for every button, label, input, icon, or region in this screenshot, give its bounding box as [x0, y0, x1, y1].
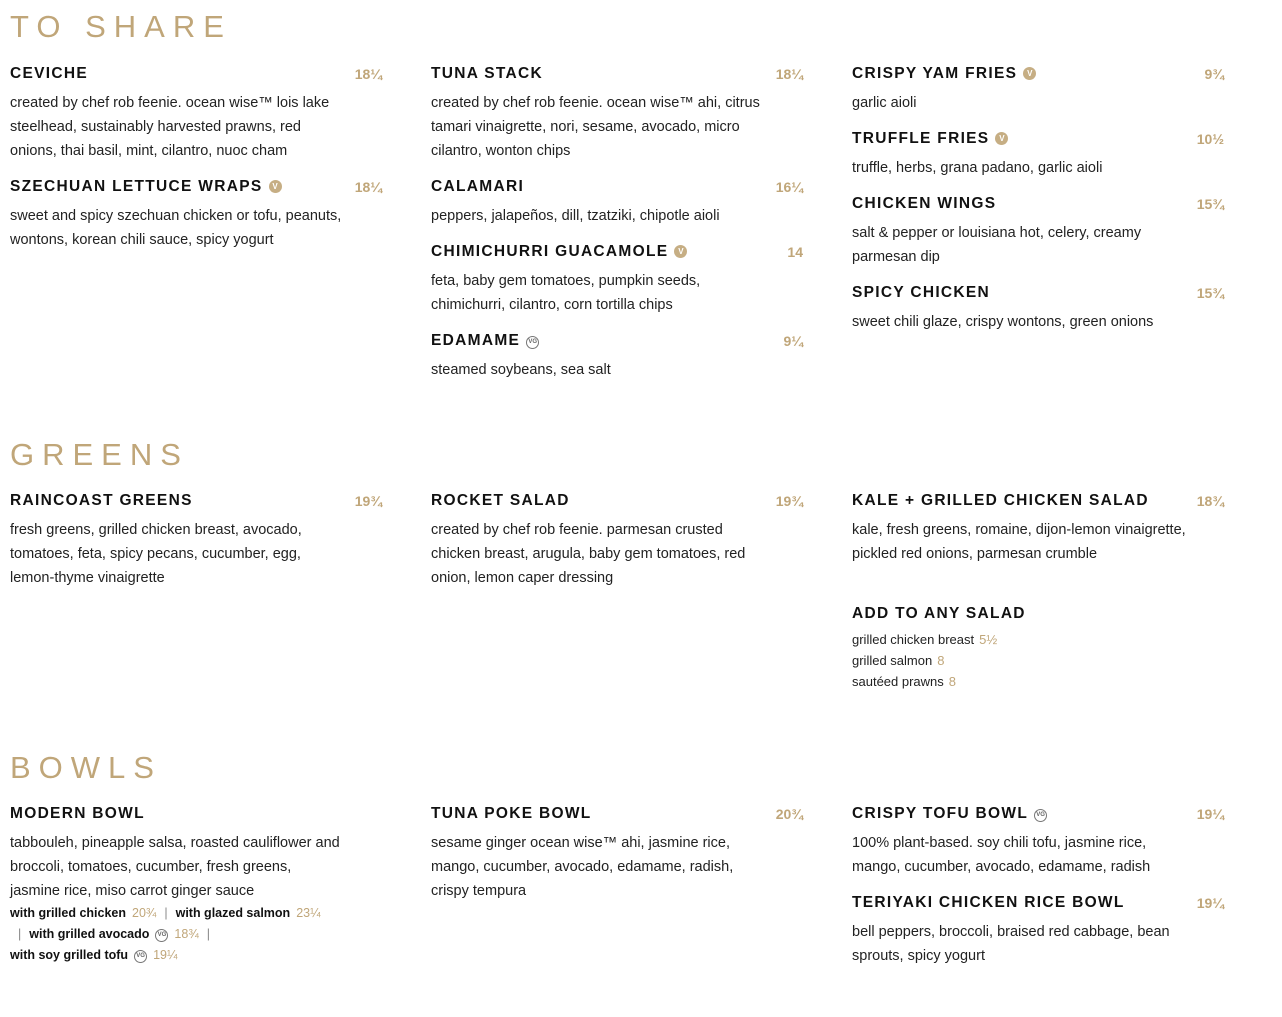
item-price: 15¾ [1196, 196, 1224, 212]
item-name: TUNA STACK [431, 65, 544, 82]
item-name: EDAMAME [431, 332, 521, 349]
menu-item [852, 284, 1224, 334]
section-title: TO SHARE [10, 9, 232, 44]
addon-list [852, 629, 1224, 692]
vegetarian-icon: V [1023, 67, 1036, 80]
item-price: 9¼ [783, 333, 803, 349]
menu-item [431, 178, 803, 228]
item-description: kale, fresh greens, romaine, dijon-lemon vinaigrette, pickled red onions, parmesan crumble [852, 522, 1186, 562]
addon-price: 5½ [979, 632, 998, 647]
item-name: SZECHUAN LETTUCE WRAPS [10, 178, 263, 195]
item-description: peppers, jalapeños, dill, tzatziki, chipotle aioli [431, 208, 720, 224]
item-description: 100% plant-based. soy chili tofu, jasmine rice, mango, cucumber, avocado, edamame, radish [852, 835, 1151, 875]
item-description: salt & pepper or louisiana hot, celery, creamy parmesan dip [852, 225, 1142, 265]
item-name: CHICKEN WINGS [852, 195, 997, 212]
addon-item: grilled chicken breast 5½ [852, 632, 998, 647]
menu-item [431, 332, 803, 382]
item-name: CEVICHE [10, 65, 89, 82]
menu-item [10, 178, 382, 252]
menu-item [10, 805, 382, 966]
item-description: fresh greens, grilled chicken breast, avocado, tomatoes, feta, spicy pecans, cucumber, egg, lemon-thyme vinaigrette [10, 522, 302, 586]
addon-item: sautéed prawns 8 [852, 674, 957, 689]
item-name: RAINCOAST GREENS [10, 492, 193, 509]
menu-item [431, 492, 803, 590]
option-label: with glazed salmon [175, 906, 291, 920]
menu-item [431, 243, 803, 317]
option-label: with soy grilled tofu [10, 948, 129, 962]
item-price: 14 [787, 244, 803, 260]
menu-item [10, 492, 382, 590]
vegan-icon: VG [1034, 809, 1047, 822]
item-description: sweet chili glaze, crispy wontons, green onions [852, 314, 1154, 330]
item-name: ROCKET SALAD [431, 492, 570, 509]
item-price: 19¼ [1196, 806, 1224, 822]
item-price: 19¼ [1196, 895, 1224, 911]
add-to-salad [852, 605, 1224, 692]
section-title: GREENS [10, 437, 189, 472]
item-description: sesame ginger ocean wise™ ahi, jasmine rice, mango, cucumber, avocado, edamame, radish, crispy tempura [431, 835, 734, 899]
menu-item [852, 805, 1224, 879]
item-name: SPICY CHICKEN [852, 284, 991, 301]
divider: | [164, 906, 168, 920]
item-price: 18¼ [354, 179, 382, 195]
menu-item [852, 130, 1224, 180]
item-price: 16¼ [775, 179, 803, 195]
option-label: with grilled avocado [29, 927, 150, 941]
item-description: steamed soybeans, sea salt [431, 362, 611, 378]
menu-item [852, 195, 1224, 269]
item-name: CRISPY YAM FRIES [852, 65, 1018, 82]
item-name: TRUFFLE FRIES [852, 130, 990, 147]
addon-price: 8 [948, 674, 957, 689]
divider: | [18, 927, 22, 941]
item-price: 20¾ [775, 806, 803, 822]
menu-item [852, 65, 1224, 115]
item-name: MODERN BOWL [10, 805, 145, 822]
item-name: CRISPY TOFU BOWL [852, 805, 1029, 822]
option-price: 20¾ [132, 906, 157, 920]
vegan-icon: VG [155, 929, 168, 942]
item-price: 18¾ [1196, 493, 1224, 509]
item-description: sweet and spicy szechuan chicken or tofu, peanuts, wontons, korean chili sauce, spicy yogurt [10, 208, 342, 248]
vegetarian-icon: V [995, 132, 1008, 145]
item-description: bell peppers, broccoli, braised red cabbage, bean sprouts, spicy yogurt [852, 924, 1170, 964]
vegan-icon: VG [134, 950, 147, 963]
menu-item [10, 65, 382, 163]
item-description: created by chef rob feenie. ocean wise™ ahi, citrus tamari vinaigrette, nori, sesame, avocado, micro cilantro, wonton chips [431, 95, 760, 159]
menu-item [852, 894, 1224, 968]
item-name: CALAMARI [431, 178, 525, 195]
option-price: 19¼ [153, 948, 178, 962]
item-name: ADD TO ANY SALAD [852, 605, 1026, 622]
item-name: CHIMICHURRI GUACAMOLE [431, 243, 669, 260]
vegetarian-icon: V [674, 245, 687, 258]
item-price: 9¾ [1204, 66, 1224, 82]
item-price: 19¾ [354, 493, 382, 509]
item-description: truffle, herbs, grana padano, garlic aioli [852, 160, 1103, 176]
item-description: feta, baby gem tomatoes, pumpkin seeds, chimichurri, cilantro, corn tortilla chips [431, 273, 701, 313]
item-price: 15¾ [1196, 285, 1224, 301]
item-price: 19¾ [775, 493, 803, 509]
option-label: with grilled chicken [10, 906, 126, 920]
item-price: 18¼ [775, 66, 803, 82]
addon-price: 8 [937, 653, 945, 668]
item-description: tabbouleh, pineapple salsa, roasted cauliflower and broccoli, tomatoes, cucumber, fresh greens, jasmine rice, miso carrot ginger sauce [10, 835, 340, 899]
vegetarian-icon: V [269, 180, 282, 193]
menu-item [431, 805, 803, 903]
divider: | [206, 927, 211, 941]
item-description: created by chef rob feenie. parmesan crusted chicken breast, arugula, baby gem tomatoes, red onion, lemon caper dressing [431, 522, 746, 586]
vegan-icon: VG [526, 336, 539, 349]
item-price: 10½ [1196, 131, 1224, 147]
menu-item [852, 492, 1224, 566]
item-name: TUNA POKE BOWL [431, 805, 592, 822]
option-price: 18¾ [174, 927, 199, 941]
item-description: garlic aioli [852, 95, 917, 111]
option-price: 23¼ [296, 906, 321, 920]
menu-item [431, 65, 803, 163]
bowl-options [10, 903, 355, 966]
item-name: TERIYAKI CHICKEN RICE BOWL [852, 894, 1125, 911]
item-price: 18¼ [354, 66, 382, 82]
item-description: created by chef rob feenie. ocean wise™ lois lake steelhead, sustainably harvested prawns, red onions, thai basil, mint, cilantro, nuoc cham [10, 95, 330, 159]
section-title: BOWLS [10, 750, 162, 785]
item-name: KALE + GRILLED CHICKEN SALAD [852, 492, 1149, 509]
addon-item: grilled salmon 8 [852, 653, 945, 668]
